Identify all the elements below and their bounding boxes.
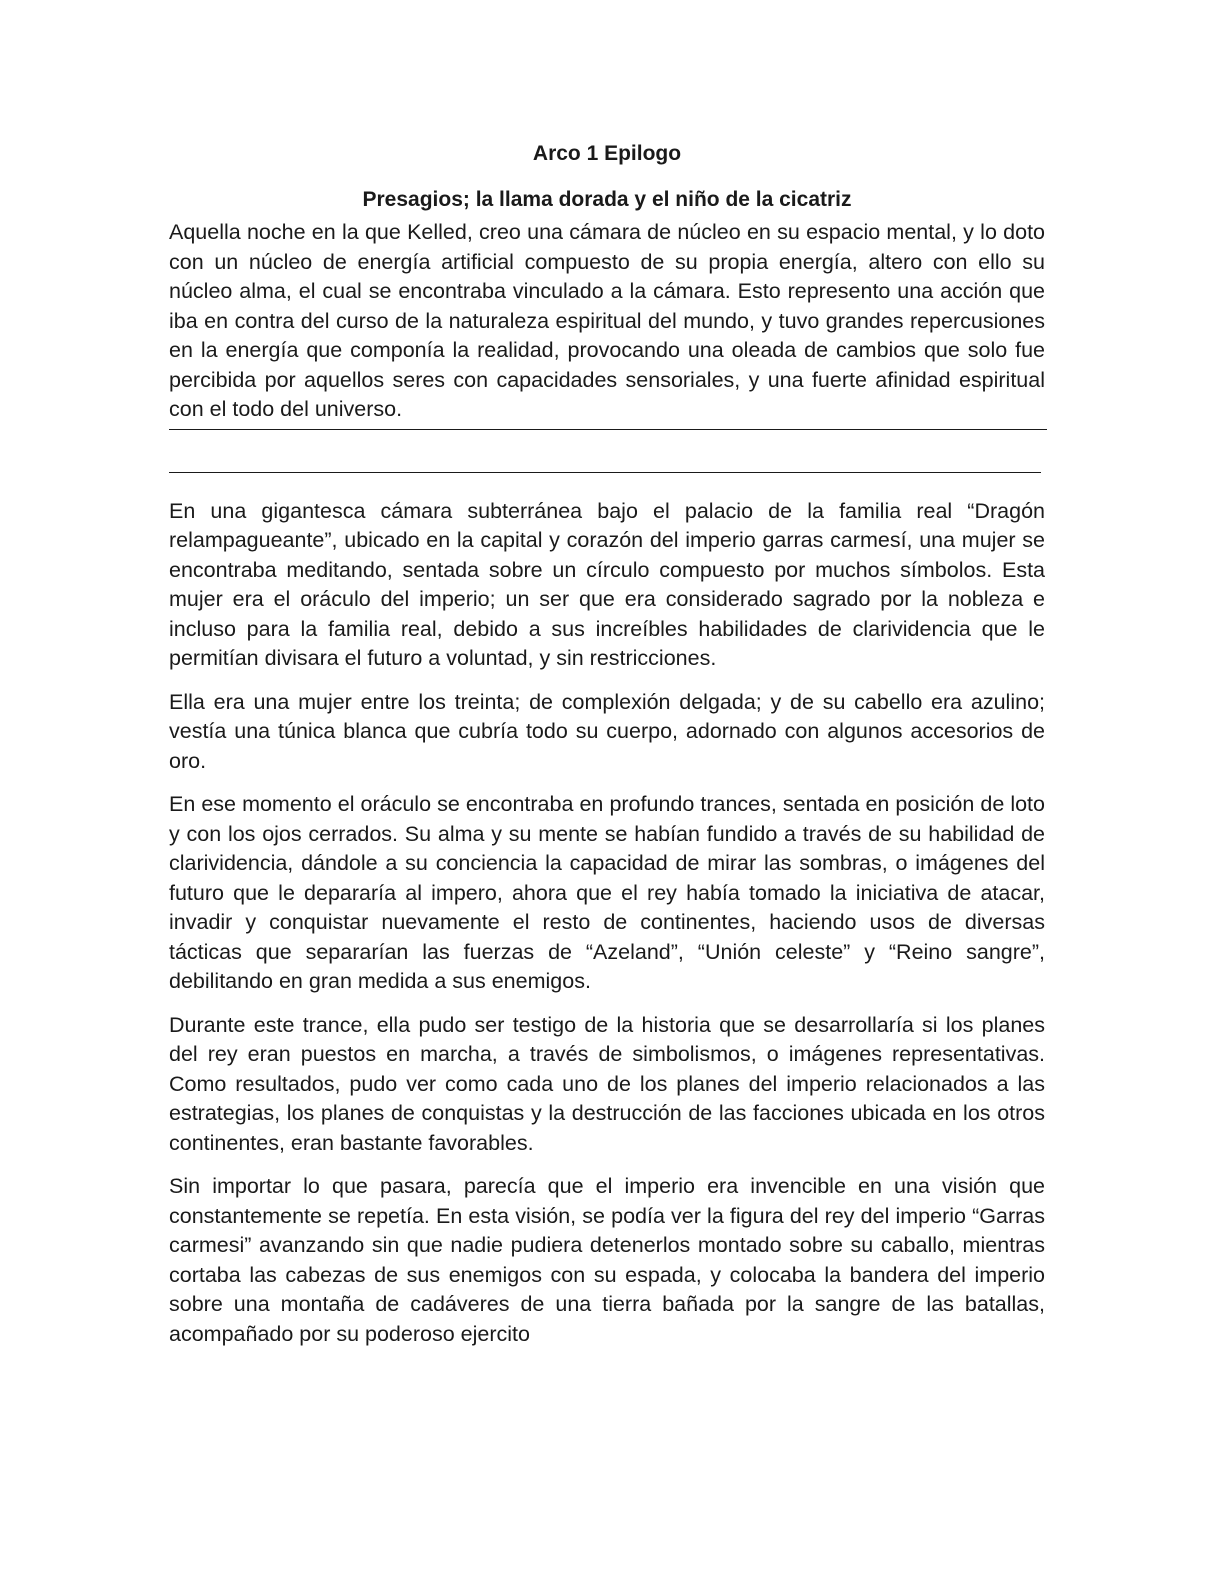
body-paragraph-5: Sin importar lo que pasara, parecía que el imperio era invencible en una visión que constantemente se repetía. En esta visión, se podía ver la figura del rey del imperio “Garras carmesi” avanzando sin que nadie pudiera detenerlos montado sobre su caballo, mientras cortaba las cabezas de sus enemigos con su espada, y colocaba la bandera del imperio sobre una montaña de cadáveres de una tierra bañada por la sangre de las batallas, acompañado por su poderoso ejercito — [169, 1174, 1045, 1346]
body-paragraph-4: Durante este trance, ella pudo ser testigo de la historia que se desarrollaría si los planes del rey eran puestos en marcha, a través de simbolismos, o imágenes representativas. Como resultados, pudo ver como cada uno de los planes del imperio relacionados a las estrategias, los planes de conquistas y la destrucción de las facciones ubicada en los otros continentes, eran bastante favorables. — [169, 1012, 1045, 1155]
document-page — [169, 138, 1045, 1363]
section-divider-bottom — [169, 472, 1041, 473]
body-paragraph-3: En ese momento el oráculo se encontraba en profundo trances, sentada en posición de loto y con los ojos cerrados. Su alma y su mente se habían fundido a través de su habilidad de clarividencia, dándole a su conciencia la capacidad de mirar las sombras, o imágenes del futuro que le depararía al impero, ahora que el rey había tomado la iniciativa de atacar, invadir y conquistar nuevamente el resto de continentes, haciendo usos de diversas tácticas que separarían las fuerzas de “Azeland”, “Unión celeste” y “Reino sangre”, debilitando en gran medida a sus enemigos. — [169, 792, 1045, 993]
intro-paragraph: Aquella noche en la que Kelled, creo una cámara de núcleo en su espacio mental, y lo doto con un núcleo de energía artificial compuesto de su propia energía, altero con ello su núcleo alma, el cual se encontraba vinculado a la cámara. Esto represento una acción que iba en contra del curso de la naturaleza espiritual del mundo, y tuvo grandes repercusiones en la energía que componía la realidad, provocando una oleada de cambios que solo fue percibida por aquellos seres con capacidades sensoriales, y una fuerte afinidad espiritual con el todo del universo. — [169, 220, 1045, 421]
body-paragraph-2: Ella era una mujer entre los treinta; de complexión delgada; y de su cabello era azulino; vestía una túnica blanca que cubría todo su cuerpo, adornado con algunos accesorios de oro. — [169, 689, 1045, 773]
body-paragraph-1: En una gigantesca cámara subterránea bajo el palacio de la familia real “Dragón relampagueante”, ubicado en la capital y corazón del imperio garras carmesí, una mujer se encontraba meditando, sentada sobre un círculo compuesto por muchos símbolos. Esta mujer era el oráculo del imperio; un ser que era considerado sagrado por la nobleza e incluso para la familia real, debido a sus increíbles habilidades de clarividencia que le permitían divisara el futuro a voluntad, y sin restricciones. — [169, 498, 1045, 670]
chapter-subtitle: Presagios; la llama dorada y el niño de la cicatriz — [362, 188, 852, 211]
section-divider-top — [169, 429, 1047, 430]
chapter-title: Arco 1 Epilogo — [532, 142, 682, 165]
